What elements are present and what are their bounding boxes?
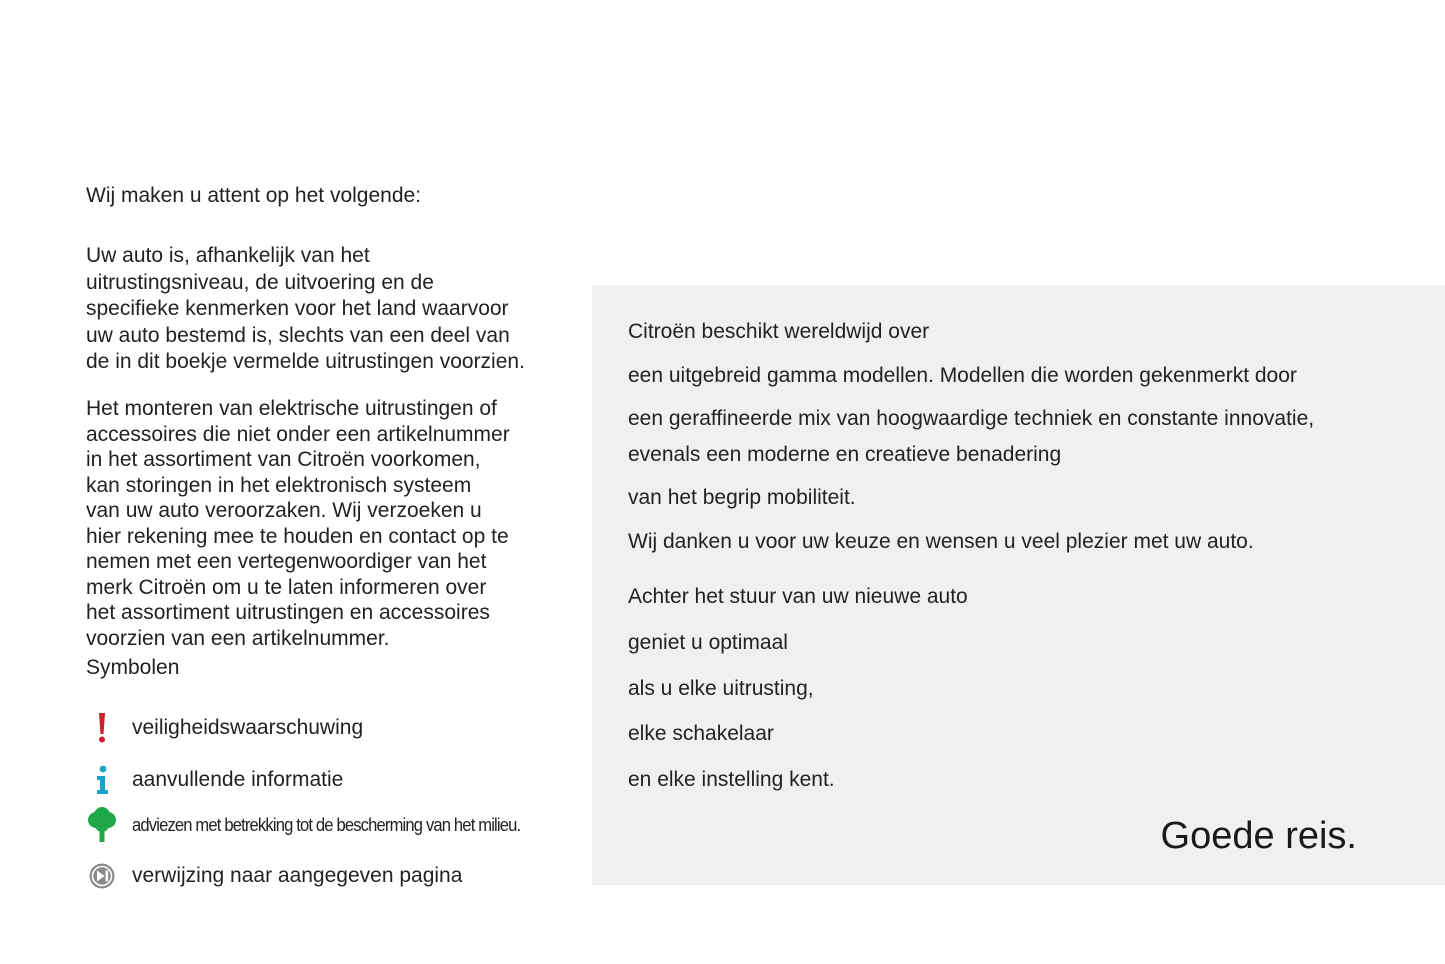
paragraph-line: kan storingen in het elektronisch systeem: [86, 473, 472, 497]
exclamation-icon: [86, 711, 118, 745]
welcome-line: elke schakelaar: [628, 722, 774, 745]
welcome-line: Wij danken u voor uw keuze en wensen u veel plezier met uw auto.: [628, 530, 1254, 553]
paragraph-line: uitrustingsniveau, de uitvoering en de: [86, 270, 434, 294]
symbol-row-warning: [86, 711, 363, 745]
welcome-line: een geraffineerde mix van hoogwaardige techniek en constante innovatie,: [628, 407, 1315, 430]
welcome-line: van het begrip mobiliteit.: [628, 486, 856, 509]
welcome-line: Citroën beschikt wereldwijd over: [628, 320, 930, 343]
symbol-row-environment: [86, 808, 554, 842]
paragraph-line: nemen met een vertegenwoordiger van het: [86, 550, 487, 573]
welcome-panel: [592, 285, 1445, 885]
paragraph-line: Uw auto is, afhankelijk van het: [86, 244, 370, 267]
paragraph-line: van uw auto veroorzaken. Wij verzoeken u: [86, 499, 482, 522]
welcome-line: Achter het stuur van uw nieuwe auto: [628, 585, 968, 608]
symbol-label: adviezen met betrekking tot de bescherming van het milieu.: [132, 814, 521, 835]
closing-greeting: Goede reis.: [1160, 815, 1357, 857]
info-icon: [86, 763, 118, 797]
symbol-row-info: [86, 763, 343, 797]
accessories-paragraph: [86, 396, 556, 651]
paragraph-line: in het assortiment van Citroën voorkomen,: [86, 448, 481, 471]
tree-icon: [86, 808, 118, 842]
paragraph-line: specifieke kenmerken voor het land waarvoor: [86, 297, 509, 320]
equipment-paragraph: [86, 243, 556, 376]
welcome-line: en elke instelling kent.: [628, 768, 835, 791]
welcome-line: geniet u optimaal: [628, 631, 788, 654]
symbol-row-page-reference: [86, 859, 462, 893]
welcome-line: als u elke uitrusting,: [628, 677, 814, 700]
paragraph-line: Het monteren van elektrische uitrustingen of: [86, 397, 497, 420]
paragraph-line: uw auto bestemd is, slechts van een deel van: [86, 323, 510, 347]
paragraph-line: het assortiment uitrustingen en accessoires: [86, 601, 490, 624]
symbols-heading: Symbolen: [86, 656, 180, 679]
symbol-label: verwijzing naar aangegeven pagina: [132, 864, 463, 887]
intro-heading: Wij maken u attent op het volgende:: [86, 184, 422, 207]
paragraph-line: merk Citroën om u te laten informeren over: [86, 575, 487, 599]
paragraph-line: voorzien van een artikelnummer.: [86, 626, 390, 650]
symbol-label: aanvullende informatie: [132, 768, 344, 791]
paragraph-line: accessoires die niet onder een artikelnummer: [86, 422, 510, 446]
paragraph-line: hier rekening mee te houden en contact op te: [86, 524, 509, 548]
paragraph-line: de in dit boekje vermelde uitrustingen voorzien.: [86, 350, 525, 373]
page-reference-icon: [86, 859, 118, 893]
symbol-label: veiligheidswaarschuwing: [132, 716, 364, 739]
welcome-line: een uitgebreid gamma modellen. Modellen die worden gekenmerkt door: [628, 364, 1297, 387]
welcome-line: evenals een moderne en creatieve benadering: [628, 443, 1062, 466]
